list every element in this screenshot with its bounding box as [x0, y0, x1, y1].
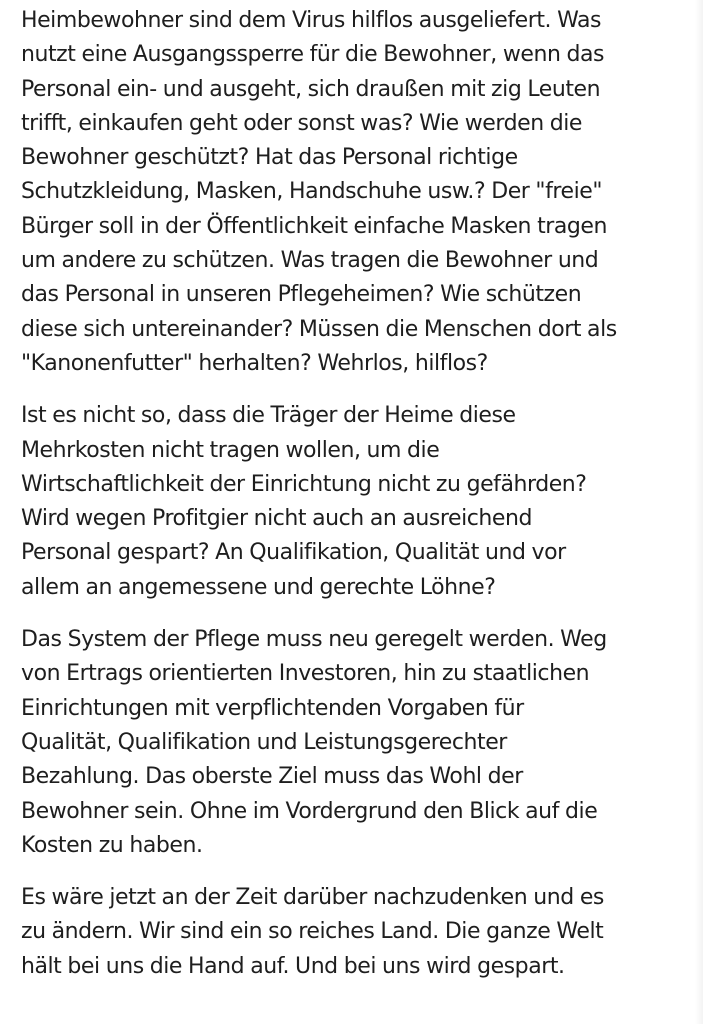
- text-line: hält bei uns die Hand auf. Und bei uns wird gespart.: [21, 953, 565, 979]
- text-line: Personal ein- und ausgeht, sich draußen mit zig Leuten: [21, 76, 601, 102]
- text-line: Kosten zu haben.: [21, 832, 203, 858]
- paragraph: [21, 623, 691, 863]
- paragraph: [21, 881, 691, 984]
- text-line: Bürger soll in der Öffentlichkeit einfache Masken tragen: [21, 213, 607, 239]
- text-line: Bezahlung. Das oberste Ziel muss das Wohl der: [21, 764, 523, 790]
- text-line: Schutzkleidung, Masken, Handschuhe usw.? Der "freie": [21, 179, 603, 205]
- text-line: trifft, einkaufen geht oder sonst was? Wie werden die: [21, 110, 582, 136]
- text-line: diese sich untereinander? Müssen die Menschen dort als: [21, 316, 617, 342]
- text-line: Bewohner geschützt? Hat das Personal richtige: [21, 145, 518, 171]
- text-line: Es wäre jetzt an der Zeit darüber nachzudenken und es: [21, 885, 604, 911]
- text-line: Wird wegen Profitgier nicht auch an ausreichend: [21, 506, 533, 532]
- text-line: Wirtschaftlichkeit der Einrichtung nicht zu gefährden?: [21, 471, 587, 497]
- text-line: von Ertrags orientierten Investoren, hin zu staatlichen: [21, 661, 590, 687]
- text-line: Mehrkosten nicht tragen wollen, um die: [21, 437, 440, 463]
- text-line: zu ändern. Wir sind ein so reiches Land. Die ganze Welt: [21, 919, 604, 945]
- text-line: nutzt eine Ausgangssperre für die Bewohner, wenn das: [21, 42, 605, 68]
- text-line: um andere zu schützen. Was tragen die Bewohner und: [21, 248, 599, 274]
- text-line: Ist es nicht so, dass die Träger der Heime diese: [21, 403, 516, 429]
- text-line: Personal gespart? An Qualifikation, Qualität und vor: [21, 540, 566, 566]
- article-body: [21, 4, 691, 1002]
- scroll-edge: [695, 0, 703, 1024]
- paragraph: [21, 399, 691, 605]
- text-line: Qualität, Qualifikation und Leistungsgerechter: [21, 729, 507, 755]
- text-line: Einrichtungen mit verpflichtenden Vorgaben für: [21, 695, 524, 721]
- text-line: allem an angemessene und gerechte Löhne?: [21, 574, 496, 600]
- text-line: Heimbewohner sind dem Virus hilflos ausgeliefert. Was: [21, 8, 602, 33]
- text-line: "Kanonenfutter" herhalten? Wehrlos, hilflos?: [21, 350, 488, 376]
- paragraph: [21, 4, 691, 381]
- text-line: Bewohner sein. Ohne im Vordergrund den Blick auf die: [21, 798, 598, 824]
- text-line: das Personal in unseren Pflegeheimen? Wie schützen: [21, 282, 582, 308]
- text-line: Das System der Pflege muss neu geregelt werden. Weg: [21, 627, 607, 653]
